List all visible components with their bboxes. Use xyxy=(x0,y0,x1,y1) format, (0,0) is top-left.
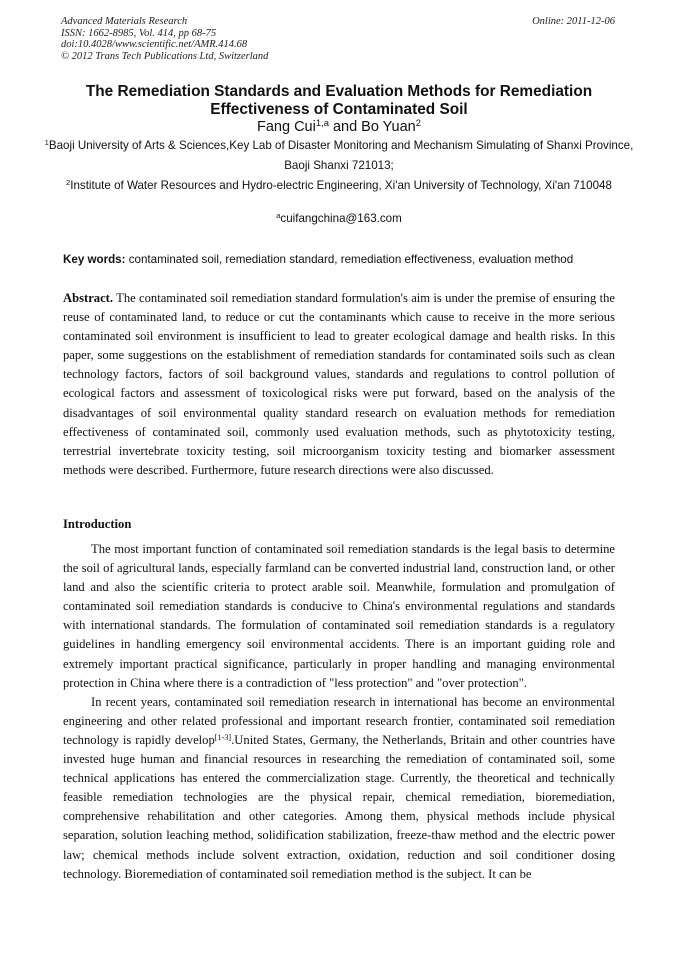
abstract-label: Abstract. xyxy=(63,291,114,305)
online-date: Online: 2011-12-06 xyxy=(532,16,615,27)
introduction-heading: Introduction xyxy=(63,517,132,531)
journal-copyright: © 2012 Trans Tech Publications Ltd, Switzerland xyxy=(61,50,269,62)
affiliation-2 xyxy=(40,176,638,196)
author-and: and xyxy=(328,119,362,135)
author-email xyxy=(40,211,638,227)
journal-issn: ISSN: 1662-8985, Vol. 414, pp 68-75 xyxy=(61,27,217,39)
intro-paragraph-2 xyxy=(63,693,615,884)
affiliation-2-text: Institute of Water Resources and Hydro-electric Engineering, Xi'an University of Technology, Xi'an 710048 xyxy=(70,179,612,192)
author-1-sup: 1,a xyxy=(315,117,329,129)
intro-p2-part-1: In recent years, contaminated soil remediation research in international has become an environmental engineering and other related professional and important research frontier, contaminated soil remediation technology is rapidly develop xyxy=(63,694,615,747)
abstract xyxy=(63,289,615,480)
author-1: Fang Cui xyxy=(257,119,316,135)
author-line xyxy=(40,118,638,136)
affiliation-1-text: Baoji University of Arts & Sciences,Key Lab of Disaster Monitoring and Mechanism Simulating of Shanxi Province, Baoji Shanxi 721013; xyxy=(48,139,634,172)
affiliation-1 xyxy=(40,136,638,176)
introduction-body xyxy=(63,540,615,884)
affiliation-1-sup: 1 xyxy=(44,138,49,148)
abstract-text: The contaminated soil remediation standard formulation's aim is under the premise of ensuring the reuse of contaminated land, to reduce or cut the contaminants which cause to receive in the more serious contaminated soil environment is insufficient to lead to greater ecological damage and health risks. In this paper, some suggestions on the establishment of remediation standards for contaminated soils such as clean technology factors, factors of soil background values, standards and regulations to control pollution of ecological factors and assessment of toxicological risks were put forward, based on the analysis of the disadvantages of soil environmental quality standard research on evaluation methods for remediation effectiveness of contaminated soil, commonly used evaluation methods, such as phytotoxicity testing, terrestrial invertebrate toxicity testing, soil microorganism toxicity testing and biomarker assessment methods were described. Furthermore, future research directions were also discussed. xyxy=(63,291,615,477)
journal-header xyxy=(61,16,268,62)
keywords-text: contaminated soil, remediation standard, remediation effectiveness, evaluation method xyxy=(125,253,574,266)
keywords xyxy=(63,252,615,268)
email-sup: a xyxy=(276,211,281,221)
author-2: Bo Yuan xyxy=(361,119,416,135)
paper-title: The Remediation Standards and Evaluation Methods for Remediation Effectiveness of Contaminated Soil xyxy=(85,83,593,118)
citation-ref: [1-3] xyxy=(214,732,232,742)
journal-doi: doi:10.4028/www.scientific.net/AMR.414.68 xyxy=(61,39,248,51)
email-text: cuifangchina@163.com xyxy=(280,212,402,225)
affiliation-2-sup: 2 xyxy=(66,178,71,188)
author-2-sup: 2 xyxy=(415,117,421,129)
keywords-label: Key words: xyxy=(63,253,126,266)
intro-p2-part-2: .United States, Germany, the Netherlands, Britain and other countries have invested huge human and financial resources in researching the remediation of contaminated soil, some technical applications has entered the commercialization stage. Currently, the theoretical and technically feasible remediation technologies are the physical repair, chemical remediation, bioremediation, comprehensive rehabilitation and other categories. Among them, physical methods include physical separation, solution leaching method, solidification stabilization, freeze-thaw method and the electric power law; chemical methods include solvent extraction, oxidation, reduction and soil conditioner dosing technology. Bioremediation of contaminated soil remediation method is the subject. It can be xyxy=(63,732,615,881)
journal-name: Advanced Materials Research xyxy=(61,16,188,27)
intro-paragraph-1: The most important function of contaminated soil remediation standards is the legal basis to determine the soil of agricultural lands, especially farmland can be converted industrial land, construction land, or other land and also the scientific criteria to protect arable soil. Meanwhile, formulation and promulgation of contaminated soil remediation standards is conducive to China's environmental regulations and standards with international standards. The formulation of contaminated soil remediation standards is a regulatory guidelines in handling emergency soil environmental accidents. There is an important guiding role and extremely important practical significance, particularly in proper handling and managing environmental protection in China where there is a contradiction of "less protection" and "over protection". xyxy=(63,542,615,690)
